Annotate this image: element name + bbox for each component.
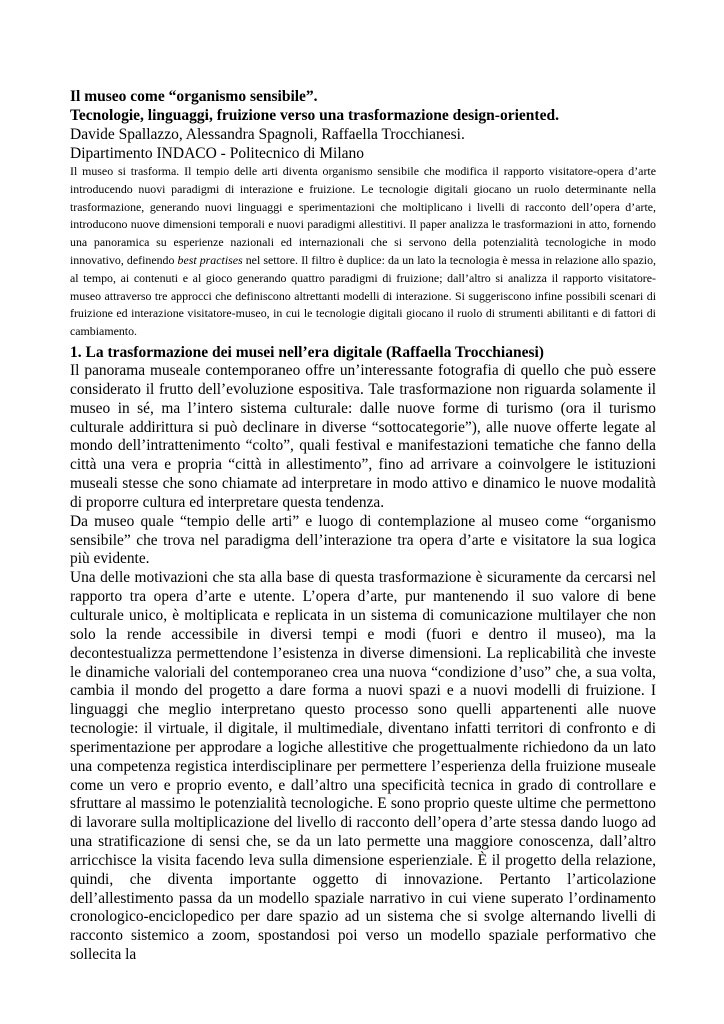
abstract-text-1: Il museo si trasforma. Il tempio delle arti diventa organismo sensibile che modifica il rapporto visitatore-opera d’arte introducendo nuovi paradigmi di interazione e fruizione. Le tecnologie digitali giocano un ruolo determinante nella trasformazione, generando nuovi linguaggi e sperimentazioni che moltiplicano i livelli di racconto dell’opera d’arte, introducono nuove dimensioni temporali e nuovi paradigmi allestitivi. Il paper analizza le trasformazioni in atto, fornendo una panoramica su esperienze nazionali ed internazionali che si servono della potenzialità tecnologiche in modo innovativo, definendo	[70, 164, 656, 267]
abstract-text-2: nel settore. Il filtro è duplice: da un lato la tecnologia è messa in relazione allo spazio, al tempo, ai contenuti e al gioco generando quattro paradigmi di fruizione; dall’altro si analizza il rapporto visitatore-museo attraverso tre approcci che definiscono altrettanti modelli di interazione. Si suggeriscono infine possibili scenari di fruizione ed interazione visitatore-museo, in cui le tecnologie digitali giocano il ruolo di strumenti abilitanti e di fattori di cambiamento.	[70, 252, 656, 339]
body-paragraph: Da museo quale “tempio delle arti” e luogo di contemplazione al museo come “organismo sensibile” che trova nel paradigma dell’interazione tra opera d’arte e visitatore la sua logica più evidente.	[70, 512, 656, 568]
paper-title: Il museo come “organismo sensibile”.	[70, 88, 318, 105]
paper-subtitle: Tecnologie, linguaggi, fruizione verso una trasformazione design-oriented.	[70, 107, 559, 124]
abstract	[70, 163, 656, 341]
body-paragraph: Una delle motivazioni che sta alla base di questa trasformazione è sicuramente da cercarsi nel rapporto tra opera d’arte e utente. L’opera d’arte, pur mantenendo il suo valore di bene culturale unico, è moltiplicata e replicata in un sistema di comunicazione multilayer che non solo la rende accessibile in diversi tempi e modi (fuori e dentro il museo), ma la decontestualizza permettendone l’esistenza in diverse dimensioni. La replicabilità che investe le dinamiche valoriali del contemporaneo crea una nuova “condizione d’uso” che, a sua volta, cambia il mondo del progetto a dare forma a nuovi spazi e a nuovi modelli di fruizione. I linguaggi che meglio interpretano questo processo sono quelli appartenenti alle nuove tecnologie: il virtuale, il digitale, il multimediale, diventano infatti territori di confronto e di sperimentazione per approdare a logiche allestitive che progettualmente richiedono da un lato una competenza registica interdisciplinare per permettere l’esperienza della fruizione museale come un vero e proprio evento, e dall’altro una specificità tecnica in grado di controllare e sfruttare al massimo le potenzialità tecnologiche. E sono proprio queste ultime che permettono di lavorare sulla moltiplicazione del livello di racconto dell’opera d’arte stessa dando luogo ad una stratificazione di sensi che, se da un lato permette una maggiore conoscenza, dall’altro arricchisce la visita facendo leva sulla dimensione esperienziale. È il progetto della relazione, quindi, che diventa importante oggetto di innovazione. Pertanto l’articolazione dell’allestimento passa da un modello spaziale narrativo in cui viene superato l’ordinamento cronologico-enciclopedico per dare spazio ad un sistema che si svolge alternando livelli di racconto sistemico a zoom, spostandosi poi verso un modello spaziale performativo che sollecita la	[70, 569, 656, 964]
abstract-paragraph	[70, 163, 656, 341]
affiliation: Dipartimento INDACO - Politecnico di Milano	[70, 145, 365, 162]
abstract-italic-term: best practises	[177, 252, 243, 267]
body-paragraph: Il panorama museale contemporaneo offre un’interessante fotografia di quello che può essere considerato il frutto dell’evoluzione espositiva. Tale trasformazione non riguarda solamente il museo in sé, ma l’intero sistema culturale: dalle nuove forme di turismo (ora il turismo culturale addirittura si può declinare in diverse “sottocategorie”), alle nuove offerte legate al mondo dell’intrattenimento “colto”, quali festival e manifestazioni tematiche che fanno della città una vera e propria “città in allestimento”, fino ad arrivare a coinvolgere le istituzioni museali stesse che sono chiamate ad interpretare in modo attivo e dinamico le nuove modalità di proporre cultura ed interpretare questa tendenza.	[70, 362, 656, 511]
author-list: Davide Spallazzo, Alessandra Spagnoli, Raffaella Trocchianesi.	[70, 126, 465, 143]
section-heading: 1. La trasformazione dei musei nell’era digitale (Raffaella Trocchianesi)	[70, 344, 544, 361]
section-body	[70, 362, 656, 965]
